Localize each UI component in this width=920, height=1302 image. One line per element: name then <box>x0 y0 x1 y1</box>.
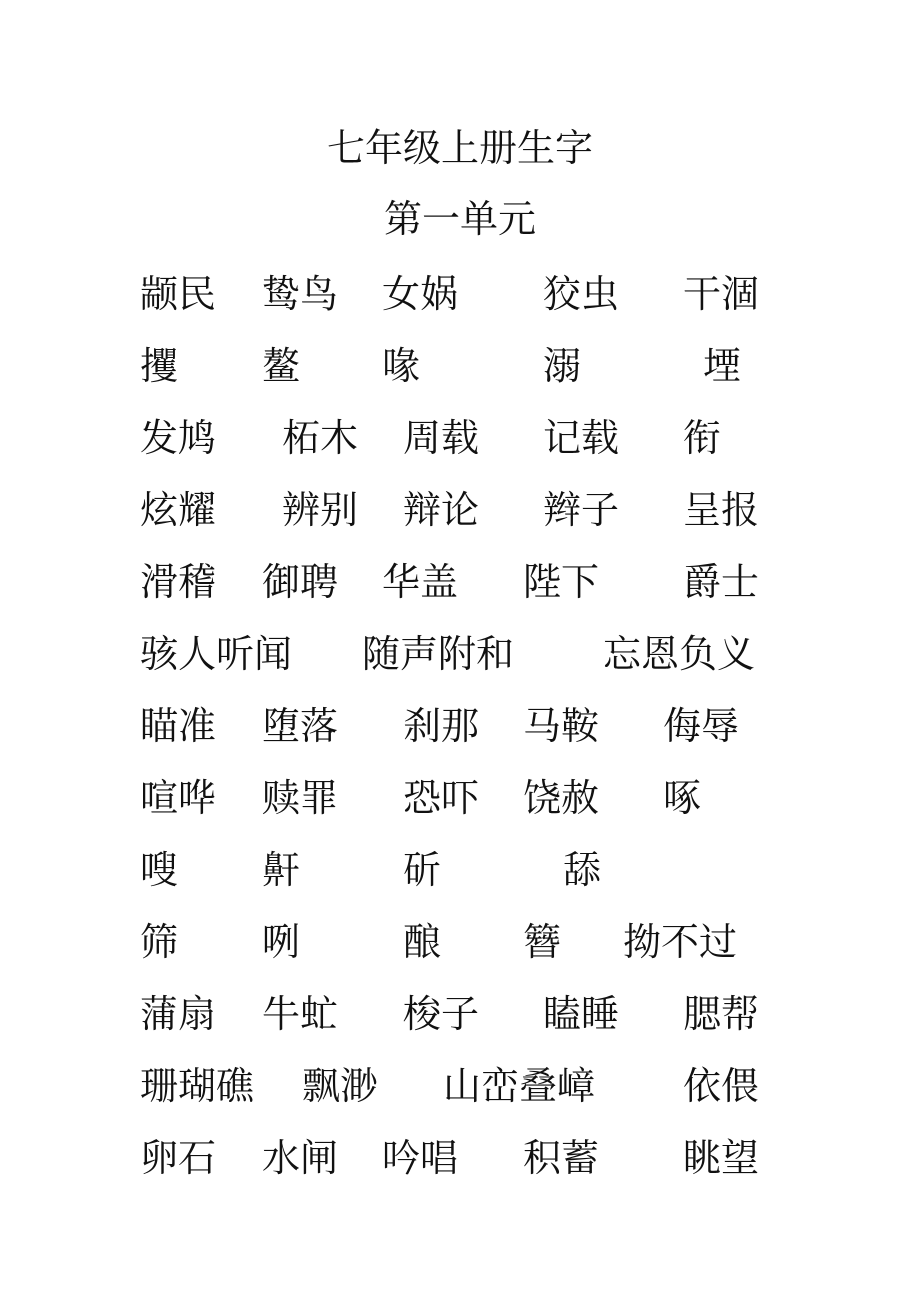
vocab-word: 瞌睡 <box>543 992 620 1036</box>
vocab-word: 卵石 <box>140 1136 217 1180</box>
vocab-row <box>0 342 920 390</box>
vocab-word: 斫 <box>403 848 442 892</box>
vocab-row <box>0 774 920 822</box>
vocab-word: 炫耀 <box>140 488 217 532</box>
vocab-word: 辫子 <box>543 488 620 532</box>
vocab-word: 牛虻 <box>262 992 339 1036</box>
vocab-word: 周载 <box>403 416 480 460</box>
vocab-word: 御聘 <box>262 560 339 604</box>
vocab-word: 积蓄 <box>523 1136 600 1180</box>
vocab-word: 刹那 <box>403 704 480 748</box>
vocab-word: 蒲扇 <box>140 992 217 1036</box>
vocab-word: 筛 <box>140 920 179 964</box>
vocab-word: 腮帮 <box>683 992 760 1036</box>
vocab-word: 瞄准 <box>140 704 217 748</box>
vocab-word: 侮辱 <box>663 704 740 748</box>
vocab-row <box>0 414 920 462</box>
vocab-word: 呈报 <box>683 488 760 532</box>
vocab-word: 舔 <box>563 848 602 892</box>
vocab-word: 珊瑚礁 <box>140 1064 255 1108</box>
vocab-word: 华盖 <box>382 560 459 604</box>
vocab-word: 梭子 <box>403 992 480 1036</box>
vocab-word: 恐吓 <box>403 776 480 820</box>
vocab-word: 鸷鸟 <box>262 272 339 316</box>
vocab-row <box>0 702 920 750</box>
vocab-word: 马鞍 <box>523 704 600 748</box>
vocab-word: 堕落 <box>262 704 339 748</box>
vocab-row <box>0 990 920 1038</box>
vocab-word: 柘木 <box>282 416 359 460</box>
vocab-word: 滑稽 <box>140 560 217 604</box>
vocab-word: 拗不过 <box>623 920 738 964</box>
vocab-row <box>0 558 920 606</box>
vocab-word: 飘渺 <box>302 1064 379 1108</box>
vocab-word: 陛下 <box>523 560 600 604</box>
unit-heading: 第一单元 <box>383 197 536 241</box>
vocab-word: 堙 <box>703 344 742 388</box>
vocab-word: 吟唱 <box>382 1136 459 1180</box>
vocab-word: 随声附和 <box>362 632 515 676</box>
vocab-row <box>0 630 920 678</box>
vocab-word: 辨别 <box>282 488 359 532</box>
vocab-word: 啄 <box>663 776 702 820</box>
vocab-word: 水闸 <box>262 1136 339 1180</box>
vocab-word: 山峦叠嶂 <box>443 1064 596 1108</box>
vocab-row <box>0 1062 920 1110</box>
vocab-row <box>0 486 920 534</box>
vocab-word: 爵士 <box>683 560 760 604</box>
vocab-word: 眺望 <box>683 1136 760 1180</box>
vocab-word: 发鸠 <box>140 416 217 460</box>
vocab-row <box>0 918 920 966</box>
vocab-word: 记载 <box>543 416 620 460</box>
vocab-word: 干涸 <box>683 272 760 316</box>
vocab-word: 依偎 <box>683 1064 760 1108</box>
vocab-word: 嗖 <box>140 848 179 892</box>
vocab-word: 颛民 <box>140 272 217 316</box>
vocab-word: 辩论 <box>403 488 480 532</box>
vocab-word: 狡虫 <box>543 272 620 316</box>
vocab-word: 衔 <box>683 416 722 460</box>
vocab-word: 喧哗 <box>140 776 217 820</box>
vocab-word: 鼾 <box>262 848 301 892</box>
vocab-word: 鳌 <box>262 344 301 388</box>
vocab-word: 饶赦 <box>523 776 600 820</box>
vocab-row <box>0 846 920 894</box>
vocab-word: 喙 <box>382 344 421 388</box>
vocab-row <box>0 1134 920 1182</box>
vocab-row <box>0 270 920 318</box>
vocab-word: 酿 <box>403 920 442 964</box>
vocab-word: 咧 <box>262 920 301 964</box>
vocab-word: 骇人听闻 <box>140 632 293 676</box>
vocab-word: 簪 <box>523 920 562 964</box>
vocab-word: 攫 <box>140 344 179 388</box>
vocab-word: 女娲 <box>382 272 459 316</box>
vocab-word: 赎罪 <box>262 776 339 820</box>
page-title: 七年级上册生字 <box>326 126 593 170</box>
vocab-word: 忘恩负义 <box>603 632 756 676</box>
vocab-word: 溺 <box>543 344 582 388</box>
